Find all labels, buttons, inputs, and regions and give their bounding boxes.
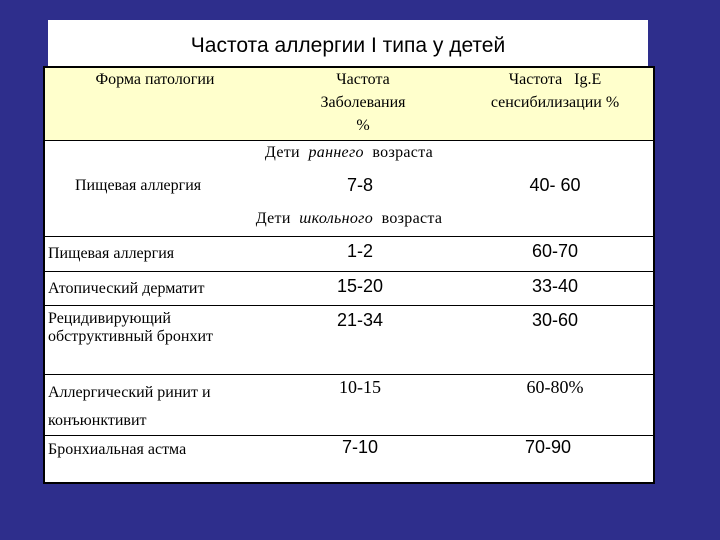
subheader-school-emph: школьного [299, 210, 373, 227]
row-bronchitis-name-line1: Рецидивирующий [48, 310, 171, 327]
divider [45, 305, 653, 306]
row-asthma-freq: 7-10 [341, 437, 379, 457]
row-early-food-ige: 40- 60 [529, 175, 581, 195]
divider [45, 236, 653, 237]
header-col-ige-line2: сенсибилизации % [490, 94, 620, 111]
allergy-table [43, 66, 655, 484]
row-school-food-freq: 1-2 [346, 241, 373, 261]
divider [45, 435, 653, 436]
row-rhinitis-name-line1: Аллергический ринит и [48, 384, 211, 401]
divider [45, 271, 653, 272]
row-asthma-name: Бронхиальная астма [48, 441, 187, 458]
header-col-frequency-line3: % [356, 117, 370, 134]
row-dermatitis-name: Атопический дерматит [48, 280, 205, 297]
row-dermatitis-ige: 33-40 [531, 276, 579, 296]
divider [45, 374, 653, 375]
header-col-pathology: Форма патологии [95, 71, 215, 88]
row-school-food-ige: 60-70 [531, 241, 579, 261]
subheader-school-suffix: возраста [381, 210, 443, 227]
row-rhinitis-ige: 60-80% [526, 377, 584, 397]
header-col-ige-line1: Частота Ig.E [508, 71, 602, 88]
row-rhinitis-name-line2: конъюнктивит [48, 412, 147, 429]
subheader-early-prefix: Дети [264, 144, 300, 161]
header-col-frequency-line1: Частота [336, 71, 390, 88]
row-dermatitis-freq: 15-20 [336, 276, 384, 296]
row-school-food-name: Пищевая аллергия [48, 245, 175, 262]
subheader-school-prefix: Дети [255, 210, 291, 227]
row-bronchitis-name-line2: обструктивный бронхит [48, 328, 214, 345]
subheader-early-emph: раннего [308, 144, 364, 161]
row-rhinitis-freq: 10-15 [339, 377, 381, 397]
table-header [45, 68, 653, 140]
row-bronchitis-freq: 21-34 [336, 310, 384, 330]
divider [45, 140, 653, 141]
subheader-early-age [45, 144, 653, 162]
title-box [48, 20, 648, 68]
row-asthma-ige: 70-90 [524, 437, 572, 457]
row-bronchitis-ige: 30-60 [531, 310, 579, 330]
subheader-school-age [45, 210, 653, 228]
page-title: Частота аллергии I типа у детей [190, 34, 506, 57]
row-early-food-name: Пищевая аллергия [75, 177, 202, 194]
row-early-food-freq: 7-8 [346, 175, 373, 195]
header-col-frequency-line2: Заболевания [320, 94, 406, 111]
subheader-early-suffix: возраста [372, 144, 434, 161]
